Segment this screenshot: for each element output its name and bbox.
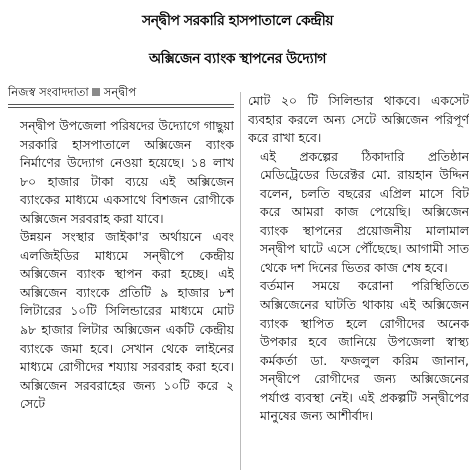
headline-line-1: সন্দ্বীপ সরকারি হাসপাতালে কেন্দ্রীয়: [142, 13, 333, 29]
byline: [8, 84, 233, 100]
byline-divider: [8, 104, 234, 105]
article-paragraph: মোট ২০ টি সিলিন্ডার থাকবে। একসেট ব্যবহার করলে অন্য সেটে অক্সিজেন পরিপূর্ণ করে রাখা হবে।: [248, 93, 469, 146]
headline-line-2: অক্সিজেন ব্যাংক স্থাপনের উদ্যোগ: [149, 51, 326, 67]
article-paragraph: এই প্রকল্পের ঠিকাদারি প্রতিষ্ঠান মেডিট্রেডের ডিরেক্টর মো. রায়হান উদ্দিন বলেন, চলতি বছরের এপ্রিল মাসে বিট করে আমরা কাজ পেয়েছি। অক্সিজেন ব্যাংক স্থাপনের প্রয়োজনীয় মালামাল সন্দ্বীপ ঘাটে এসে পৌঁছেছে। আগামী সাত থেকে দশ দিনের ভিতর কাজ শেষ হবে।: [260, 148, 469, 275]
article-paragraph: সন্দ্বীপ উপজেলা পরিষদের উদ্যোগে গাছুয়া সরকারি হাসপাতালে অক্সিজেন ব্যাংক নির্মাণের উদ্যোগ নেওয়া হয়েছে। ১৪ লাখ ৮০ হাজার টাকা ব্যয়ে এই অক্সিজেন ব্যাংকের মাধ্যমে একসাথে বিশজন রোগীকে অক্সিজেন সরবরাহ করা যাবে।: [20, 118, 234, 226]
column-divider: [240, 92, 241, 470]
square-bullet-icon: [92, 88, 100, 96]
article-paragraph: উন্নয়ন সংস্থার জাইকা'র অর্থায়নে এবং এলজিইডির মাধ্যমে সন্দ্বীপে কেন্দ্রীয় অক্সিজেন ব্যাংক স্থাপন করা হচ্ছে। এই অক্সিজেন ব্যাংকে প্রতিটি ৯ হাজার ৮শ লিটারের ১০টি সিলিন্ডারের মাধ্যমে মোট ৯৮ হাজার লিটার অক্সিজেন একটি কেন্দ্রীয় ব্যাংকে জমা হবে। সেখান থেকে লাইনের মাধ্যমে রোগীদের শয্যায় সরবরাহ করা হবে। অক্সিজেন সরবরাহের জন্য ১০টি করে ২ সেটে: [20, 229, 234, 412]
article-column-right: [248, 92, 469, 473]
article-paragraph: বর্তমান সময়ে করোনা পরিস্থিতিতে অক্সিজেনের ঘাটতি থাকায় এই অক্সিজেন ব্যাংক স্থাপিত হলে রোগীদের অনেক উপকার হবে জানিয়ে উপজেলা স্বাস্থ্য কর্মকর্তা ডা. ফজলুল করিম জানান, সন্দ্বীপে রোগীদের জন্য অক্সিজেনের পর্যাপ্ত ব্যবস্থা নেই। এই প্রকল্পটি সন্দ্বীপের মানুষের জন্য আশীর্বাদ।: [260, 278, 469, 424]
headline: [0, 2, 475, 78]
article-column-left: [8, 117, 234, 473]
byline-divider-secondary: [8, 107, 234, 108]
byline-location: সন্দ্বীপ: [103, 85, 137, 99]
byline-reporter: নিজস্ব সংবাদদাতা: [8, 85, 89, 99]
